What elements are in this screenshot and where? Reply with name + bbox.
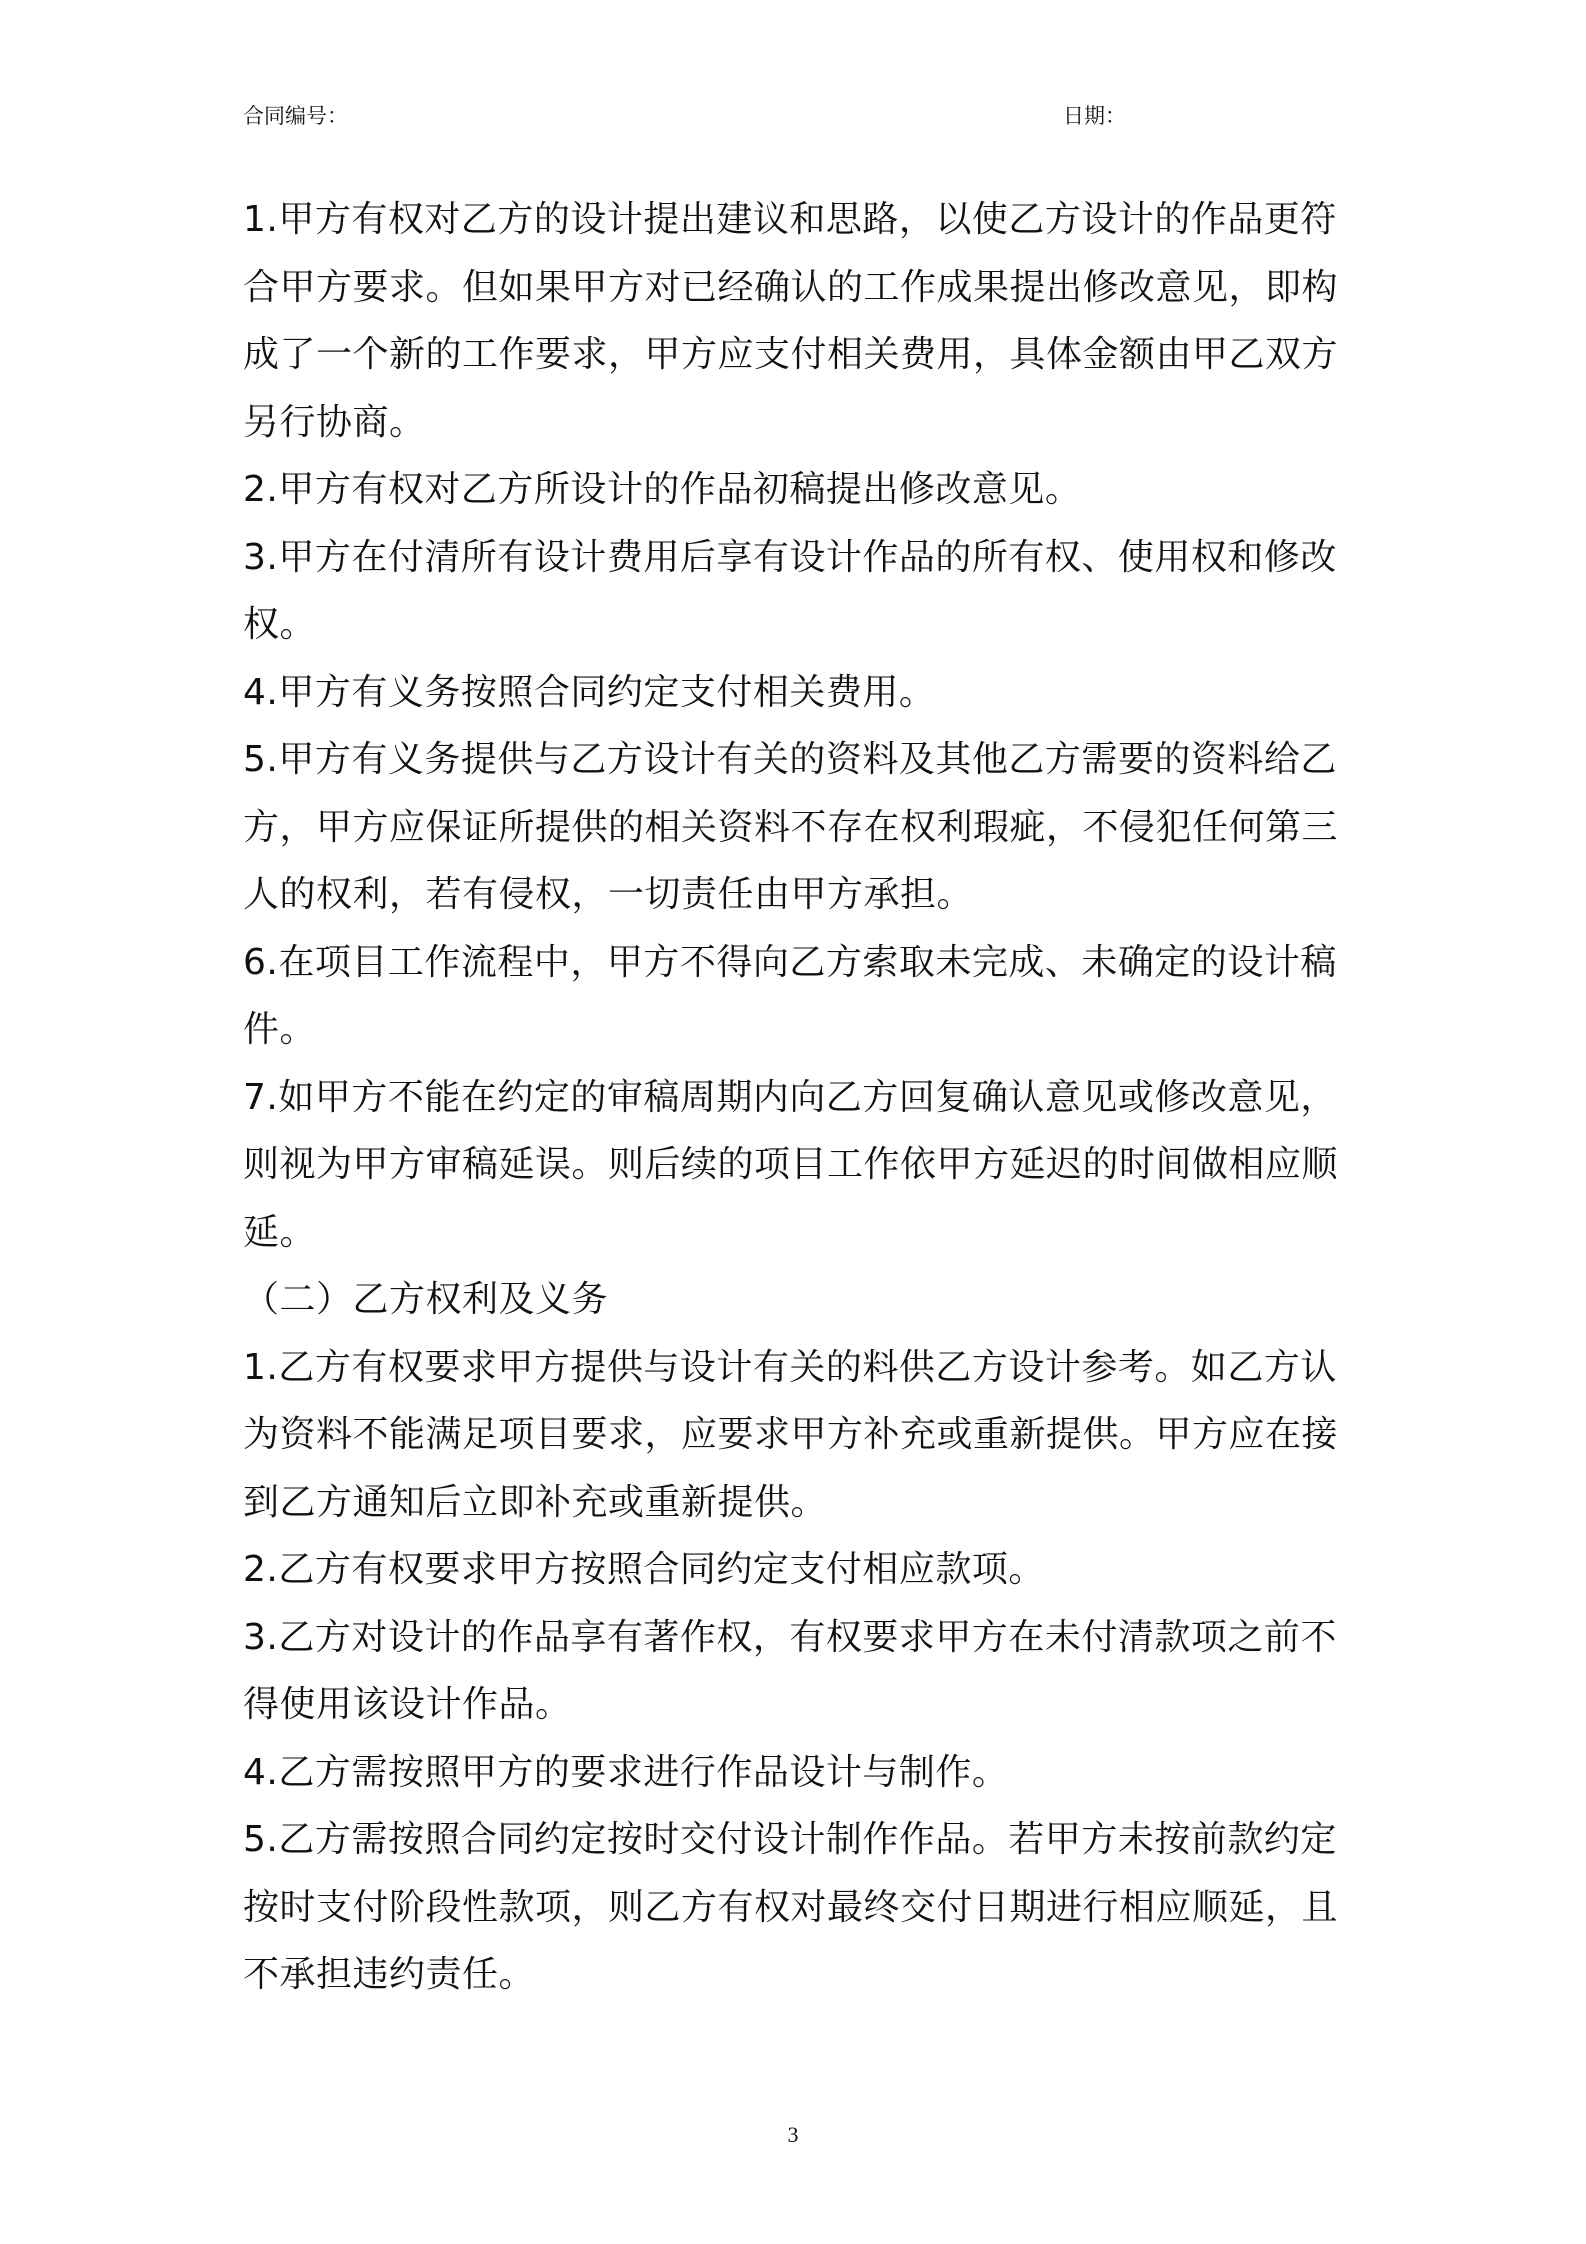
section-title-party-b: （二）乙方权利及义务 bbox=[243, 1279, 609, 1320]
party-a-clause-1: 1.甲方有权对乙方的设计提出建议和思路，以使乙方设计的作品更符合甲方要求。但如果甲方对已经确认的工作成果提出修改意见，即构成了一个新的工作要求，甲方应支付相关费用，具体金额由甲乙双方另行协商。 bbox=[243, 199, 1339, 443]
party-a-clause-4: 4.甲方有义务按照合同约定支付相关费用。 bbox=[243, 671, 936, 713]
party-b-clause-4: 4.乙方需按照甲方的要求进行作品设计与制作。 bbox=[243, 1751, 1009, 1793]
party-a-clause-3: 3.甲方在付清所有设计费用后享有设计作品的所有权、使用权和修改权。 bbox=[243, 536, 1337, 645]
party-b-clause-2: 2.乙方有权要求甲方按照合同约定支付相应款项。 bbox=[243, 1549, 1045, 1590]
page-number: 3 bbox=[787, 2122, 799, 2147]
date-label: 日期： bbox=[1063, 104, 1126, 128]
party-a-clause-6: 6.在项目工作流程中，甲方不得向乙方索取未完成、未确定的设计稿件。 bbox=[243, 941, 1337, 1050]
party-b-clause-1: 1.乙方有权要求甲方提供与设计有关的料供乙方设计参考。如乙方认为资料不能满足项目要求，应要求甲方补充或重新提供。甲方应在接到乙方通知后立即补充或重新提供。 bbox=[243, 1346, 1339, 1523]
page-header bbox=[243, 98, 1343, 134]
contract-number-label: 合同编号： bbox=[243, 104, 348, 128]
party-a-clause-2: 2.甲方有权对乙方所设计的作品初稿提出修改意见。 bbox=[243, 469, 1082, 510]
party-b-clause-3: 3.乙方对设计的作品享有著作权，有权要求甲方在未付清款项之前不得使用该设计作品。 bbox=[243, 1616, 1337, 1725]
party-a-clause-5: 5.甲方有义务提供与乙方设计有关的资料及其他乙方需要的资料给乙方，甲方应保证所提供的相关资料不存在权利瑕疵，不侵犯任何第三人的权利，若有侵权，一切责任由甲方承担。 bbox=[243, 739, 1339, 915]
party-b-clause-5: 5.乙方需按照合同约定按时交付设计制作作品。若甲方未按前款约定按时支付阶段性款项，则乙方有权对最终交付日期进行相应顺延，且不承担违约责任。 bbox=[243, 1819, 1339, 1995]
contract-body bbox=[243, 186, 1343, 2009]
party-a-clause-7: 7.如甲方不能在约定的审稿周期内向乙方回复确认意见或修改意见，则视为甲方审稿延误。则后续的项目工作依甲方延迟的时间做相应顺延。 bbox=[243, 1076, 1339, 1253]
